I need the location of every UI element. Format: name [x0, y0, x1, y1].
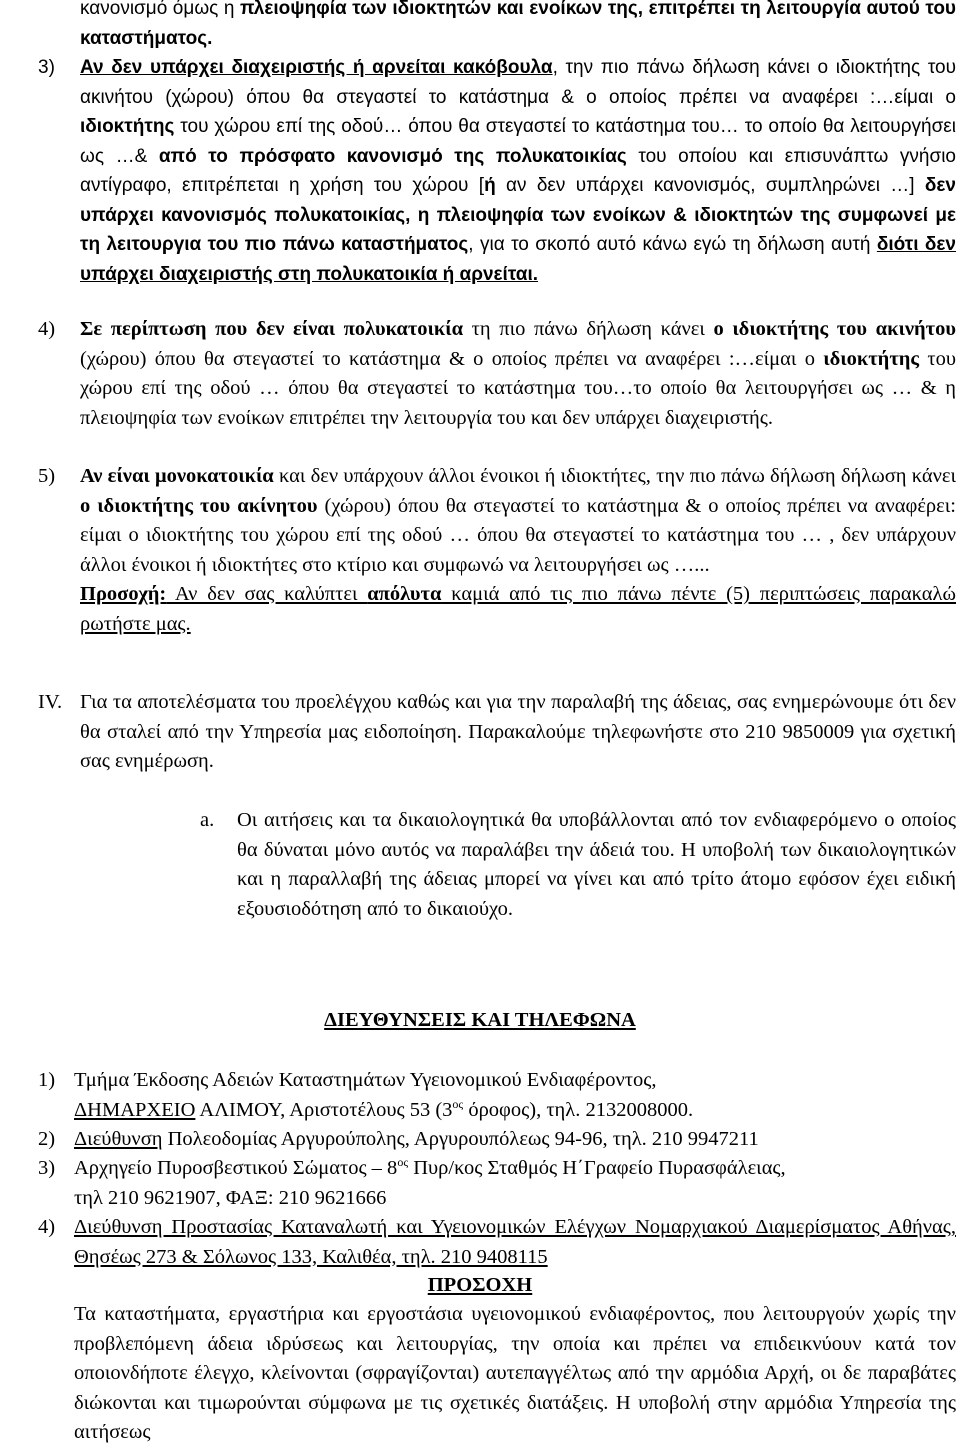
list-number: 4) [38, 1216, 56, 1238]
section-number: IV. [38, 691, 63, 713]
text-run-underline: Διεύθυνση Προστασίας Καταναλωτή και Υγειονομικών Ελέγχων Νομαρχιακού Διαμερίσματος Αθήνας, Θησέως 273 & Σόλωνος 133, Καλιθέα, τηλ. 210 9408115 [74, 1216, 956, 1268]
text-run: Αρχηγείο Πυροσβεστικού Σώματος – 8 [74, 1157, 398, 1179]
address-1 [74, 1066, 956, 1125]
text-run: Πολεοδομίας Αργυρούπολης, Αργυρουπόλεως 94-96, τηλ. 210 9947211 [162, 1128, 759, 1150]
attention-paragraph [74, 1300, 956, 1448]
superscript: ος [397, 1155, 409, 1169]
text-run: καμιά από τις πιο πάνω πέντε (5) περιπτώσεις παρακαλώ ρωτήστε μας. [80, 583, 956, 635]
address-2 [74, 1125, 956, 1155]
text-run: τη πιο πάνω δήλωση κάνει [463, 318, 714, 340]
text-run: του χώρου επί της οδού… όπου θα στεγαστεί το κατάστημα του… το οποίο θα λειτουργήσει ως …& [80, 116, 956, 167]
list-number: 3) [38, 1157, 56, 1179]
sub-item-letter: a. [200, 809, 215, 831]
text-run: Αν δεν σας καλύπτει [166, 583, 368, 605]
text-run: Πυρ/κος Σταθμός Η΄Γραφείο Πυρασφάλειας, [408, 1157, 786, 1179]
list-item-4 [80, 315, 956, 433]
text-run-bold: Σε περίπτωση που δεν είναι πολυκατοικία [80, 318, 464, 340]
text-run-bold: από το πρόσφατο κανονισμό της πολυκατοικίας [158, 145, 627, 167]
paragraph-continuation [80, 0, 956, 53]
text-run-bold: ιδιοκτήτης [823, 347, 920, 370]
text-run-bold-underline: διότι δεν υπάρχει διαχειριστής στη πολυκατοικία ή αρνείται. [80, 234, 956, 285]
note-label: Προσοχή: [80, 583, 167, 605]
paragraph: Οι αιτήσεις και τα δικαιολογητικά θα υποβάλλονται από τον ενδιαφερόμενο ο οποίος θα δύναται μόνο αυτός να παραλάβει την άδειά του. Η υποβολή των δικαιολογητικών και η παραλλαβή της άδειας μπορεί να γίνει και από τρίτο άτομο εφόσον έχει ειδική εξουσιοδότηση από το δικαιούχο. [237, 809, 956, 920]
paragraph: Για τα αποτελέσματα του προελέγχου καθώς και για την παραλαβή της άδειας, σας ενημερώνουμε ότι δεν θα σταλεί από την Υπηρεσία μας ειδοποίηση. Παρακαλούμε τηλεφωνήστε στο 210 9850009 για σχετική σας ενημέρωση. [80, 691, 956, 772]
paragraph: Τα καταστήματα, εργαστήρια και εργοστάσια υγειονομικού ενδιαφέροντος, που λειτουργούν χωρίς την προβλεπόμενη άδεια ιδρύσεως και λειτουργίας, την οποία και πρέπει να επιδεικνύουν κατά τον οποιονδήποτε έλεγχο, κλείνονται (σφραγίζονται) αυτεπαγγέλτως από την αρμόδια Αρχή, οι δε παραβάτες διώκονται και τιμωρούνται σύμφωνα με τις σχετικές διατάξεις. Η υποβολή στην αρμόδια Υπηρεσία της αιτήσεως [74, 1303, 956, 1443]
text-run: και δεν υπάρχουν άλλοι ένοικοι ή ιδιοκτήτες, την πιο πάνω δήλωση δήλωση κάνει [273, 465, 956, 487]
section-iv-text [80, 688, 956, 777]
text-run-bold: ο ιδιοκτήτης του ακίνητου [80, 494, 318, 517]
list-number: 4) [38, 318, 56, 340]
sub-item-a [237, 806, 956, 924]
text-run-bold: απόλυτα [367, 583, 442, 605]
list-number: 1) [38, 1069, 56, 1091]
text-run: κανονισμό όμως η [80, 0, 240, 19]
address-line: τηλ 210 9621907, ΦΑΞ: 210 9621666 [74, 1186, 387, 1209]
addresses-heading: ΔΙΕΥΘΥΝΣΕΙΣ ΚΑΙ ΤΗΛΕΦΩΝΑ [324, 1009, 636, 1031]
list-item-3 [80, 53, 956, 289]
text-run: του χώρου επί της οδού … όπου θα στεγαστεί το κατάστημα του…το οποίο θα λειτουργήσει ως … & η πλειοψηφία των ενοίκων επιτρέπει την λειτουργία του και δεν υπάρχει διαχειριστής. [80, 347, 957, 429]
address-line [74, 1096, 956, 1126]
superscript: ος [452, 1096, 464, 1111]
address-3 [74, 1154, 956, 1213]
text-run-bold-underline: Αν δεν υπάρχει διαχειριστής ή αρνείται κακόβουλα [80, 57, 553, 78]
attention-heading: ΠΡΟΣΟΧΗ [427, 1274, 533, 1296]
text-run-bold: ή [484, 175, 496, 196]
text-run-underline: Διεύθυνση [74, 1128, 163, 1150]
text-run: , για το σκοπό αυτό κάνω εγώ τη δήλωση αυτή [468, 234, 877, 255]
text-run-bold: δεν υπάρχει κανονισμός πολυκατοικίας, η πλειοψηφία των ενοίκων & ιδιοκτητών της συμφωνεί με τη λειτουργια του πιο πάνω καταστήματος [80, 175, 956, 255]
text-run: του οποίου και επισυνάπτω γνήσιο αντίγραφο, επιτρέπεται η χρήση του χώρου [ [80, 145, 957, 196]
text-run-bold: ο ιδιοκτήτης του ακινήτου [713, 318, 956, 340]
list-number: 3) [38, 57, 55, 78]
text-run: (χώρου) όπου θα στεγαστεί το κατάστημα & ο οποίος πρέπει να αναφέρει: είμαι ο ιδιοκτήτης του χώρου επί της οδού … όπου θα στεγαστεί το κατάστημα του … , δεν υπάρχουν άλλοι ένοικοι ή ιδιοκτήτες στο κτίριο και συμφωνώ να λειτουργήσει ως …... [80, 494, 956, 576]
text-run-bold: ιδιοκτήτης [80, 116, 175, 137]
text-run: όροφος), τηλ. 2132008000. [463, 1098, 694, 1121]
list-item-5 [80, 462, 956, 639]
list-number: 5) [38, 465, 56, 487]
list-number: 2) [38, 1128, 56, 1150]
text-run: ΑΛΙΜΟΥ, Αριστοτέλους 53 (3 [195, 1098, 453, 1121]
address-4 [74, 1213, 956, 1272]
text-run-bold: πλειοψηφία των ιδιοκτητών και ενοίκων της, επιτρέπει τη λειτουργία αυτού του καταστήματος. [80, 0, 956, 49]
text-run-underline: ΔΗΜΑΡΧΕΙΟ [74, 1098, 196, 1121]
text-run: αν δεν υπάρχει κανονισμός, συμπληρώνει …] [495, 175, 925, 196]
text-run: (χώρου) όπου θα στεγαστεί το κατάστημα & ο οποίος πρέπει να αναφέρει :…είμαι ο [80, 347, 824, 370]
text-run-bold: Αν είναι μονοκατοικία [80, 465, 274, 487]
address-line: Τμήμα Έκδοσης Αδειών Καταστημάτων Υγειονομικού Ενδιαφέροντος, [74, 1069, 657, 1091]
text-run: , την πιο πάνω δήλωση κάνει ο ιδιοκτήτης του ακινήτου (χώρου) όπου θα στεγαστεί το κατάστημα & ο οποίος πρέπει να αναφέρει :…είμαι ο [80, 57, 957, 108]
